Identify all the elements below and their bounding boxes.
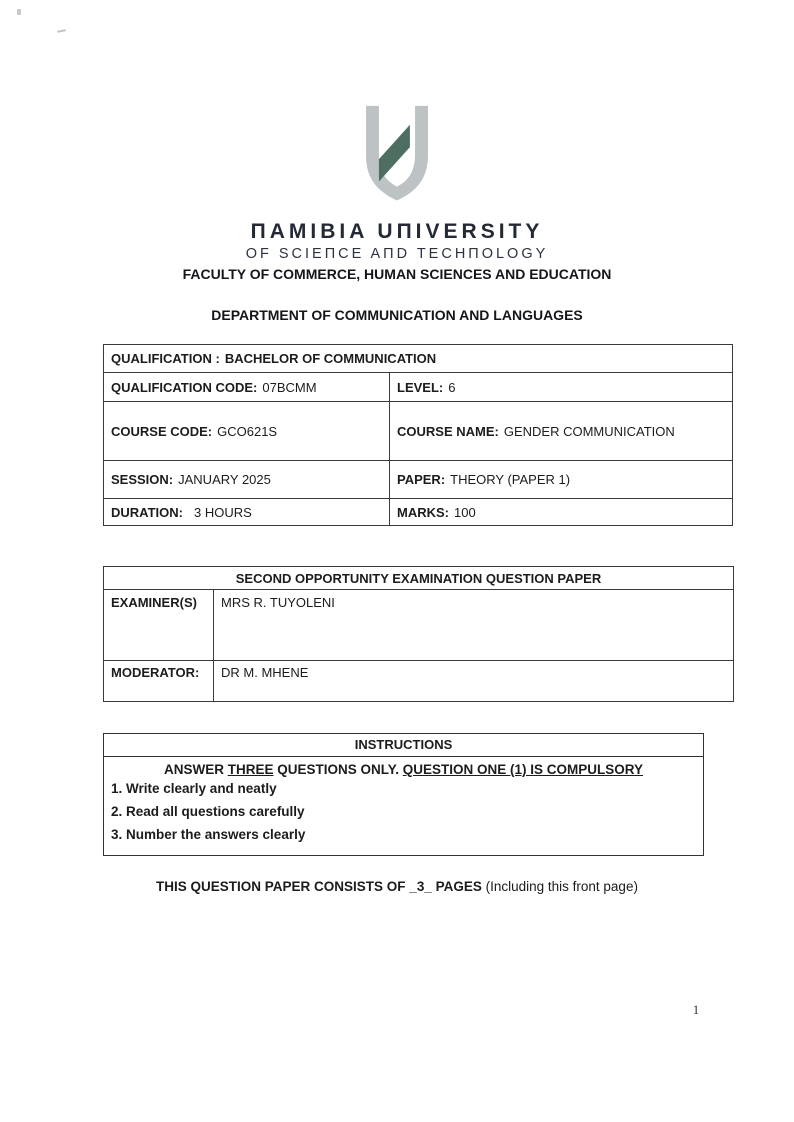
course-name-value: GENDER COMMUNICATION xyxy=(503,423,675,439)
answer-segment-underlined: QUESTION ONE (1) IS COMPULSORY xyxy=(402,762,644,777)
pages-note xyxy=(0,879,794,894)
instructions-box xyxy=(103,733,704,856)
paper-value: THEORY (PAPER 1) xyxy=(450,472,571,487)
page-number: 1 xyxy=(692,1002,700,1017)
shield-stripe xyxy=(379,125,410,182)
table-row xyxy=(104,373,733,402)
answer-segment-underlined: THREE xyxy=(227,762,274,777)
department-heading: DEPARTMENT OF COMMUNICATION AND LANGUAGES xyxy=(211,307,583,323)
paper-cell xyxy=(390,461,733,499)
pages-note-bold: THIS QUESTION PAPER CONSISTS OF _3_ PAGES xyxy=(156,879,482,894)
level-cell xyxy=(390,373,733,402)
qualification-value: BACHELOR OF COMMUNICATION xyxy=(224,351,437,366)
table-row xyxy=(104,461,733,499)
course-name-cell xyxy=(390,402,733,461)
marks-cell xyxy=(390,499,733,526)
instruction-item: 2. Read all questions carefully xyxy=(111,804,305,819)
duration-cell xyxy=(104,499,390,526)
course-code-cell xyxy=(104,402,390,461)
level-label: LEVEL: xyxy=(397,379,444,395)
table-row xyxy=(104,567,734,590)
course-info-table xyxy=(103,344,733,526)
instruction-item: 3. Number the answers clearly xyxy=(111,827,306,842)
course-code-value: GCO621S xyxy=(217,423,278,439)
table-row xyxy=(104,402,733,461)
table-row xyxy=(104,499,733,526)
moderator-label: MODERATOR: xyxy=(104,661,214,702)
examiner-value: MRS R. TUYOLENI xyxy=(214,590,734,661)
course-code-label: COURSE CODE: xyxy=(111,423,213,439)
table-row xyxy=(104,661,734,702)
table-row xyxy=(104,345,733,373)
answer-segment: ANSWER xyxy=(163,762,228,777)
marks-value: 100 xyxy=(454,504,476,520)
instruction-item: 1. Write clearly and neatly xyxy=(111,781,277,796)
examiner-label: EXAMINER(S) xyxy=(104,590,214,661)
marks-label: MARKS: xyxy=(397,504,449,520)
qualification-code-value: 07BCMM xyxy=(262,379,317,395)
qualification-label: QUALIFICATION : xyxy=(111,351,220,366)
answer-segment: QUESTIONS ONLY. xyxy=(273,762,403,777)
qualification-code-cell xyxy=(104,373,390,402)
course-name-label: COURSE NAME: xyxy=(397,423,499,439)
pages-note-regular: (Including this front page) xyxy=(481,879,638,894)
scan-artifact xyxy=(57,29,66,33)
university-name: ПAMIBIA UПIVERSITY xyxy=(250,220,544,243)
session-cell xyxy=(104,461,390,499)
duration-value: 3 HOURS xyxy=(193,504,252,520)
exam-paper-title: SECOND OPPORTUNITY EXAMINATION QUESTION PAPER xyxy=(104,567,734,590)
duration-label: DURATION: xyxy=(111,504,183,520)
masthead xyxy=(0,104,794,323)
table-row xyxy=(104,590,734,661)
qualification-cell xyxy=(104,345,733,373)
instructions-title: INSTRUCTIONS xyxy=(104,734,703,757)
level-value: 6 xyxy=(448,379,456,395)
instructions-answer-line xyxy=(104,762,703,777)
paper-label: PAPER: xyxy=(397,472,446,487)
qualification-code-label: QUALIFICATION CODE: xyxy=(111,379,258,395)
session-value: JANUARY 2025 xyxy=(178,472,271,487)
moderator-value: DR M. MHENE xyxy=(214,661,734,702)
university-shield-logo xyxy=(354,104,440,204)
session-label: SESSION: xyxy=(111,472,174,487)
scan-artifact xyxy=(17,9,21,15)
faculty-heading: FACULTY OF COMMERCE, HUMAN SCIENCES AND EDUCATION xyxy=(182,266,612,282)
exam-info-table xyxy=(103,566,734,702)
university-subtitle: OF SCIEПCE AПD TECHПOLOGY xyxy=(245,246,549,262)
